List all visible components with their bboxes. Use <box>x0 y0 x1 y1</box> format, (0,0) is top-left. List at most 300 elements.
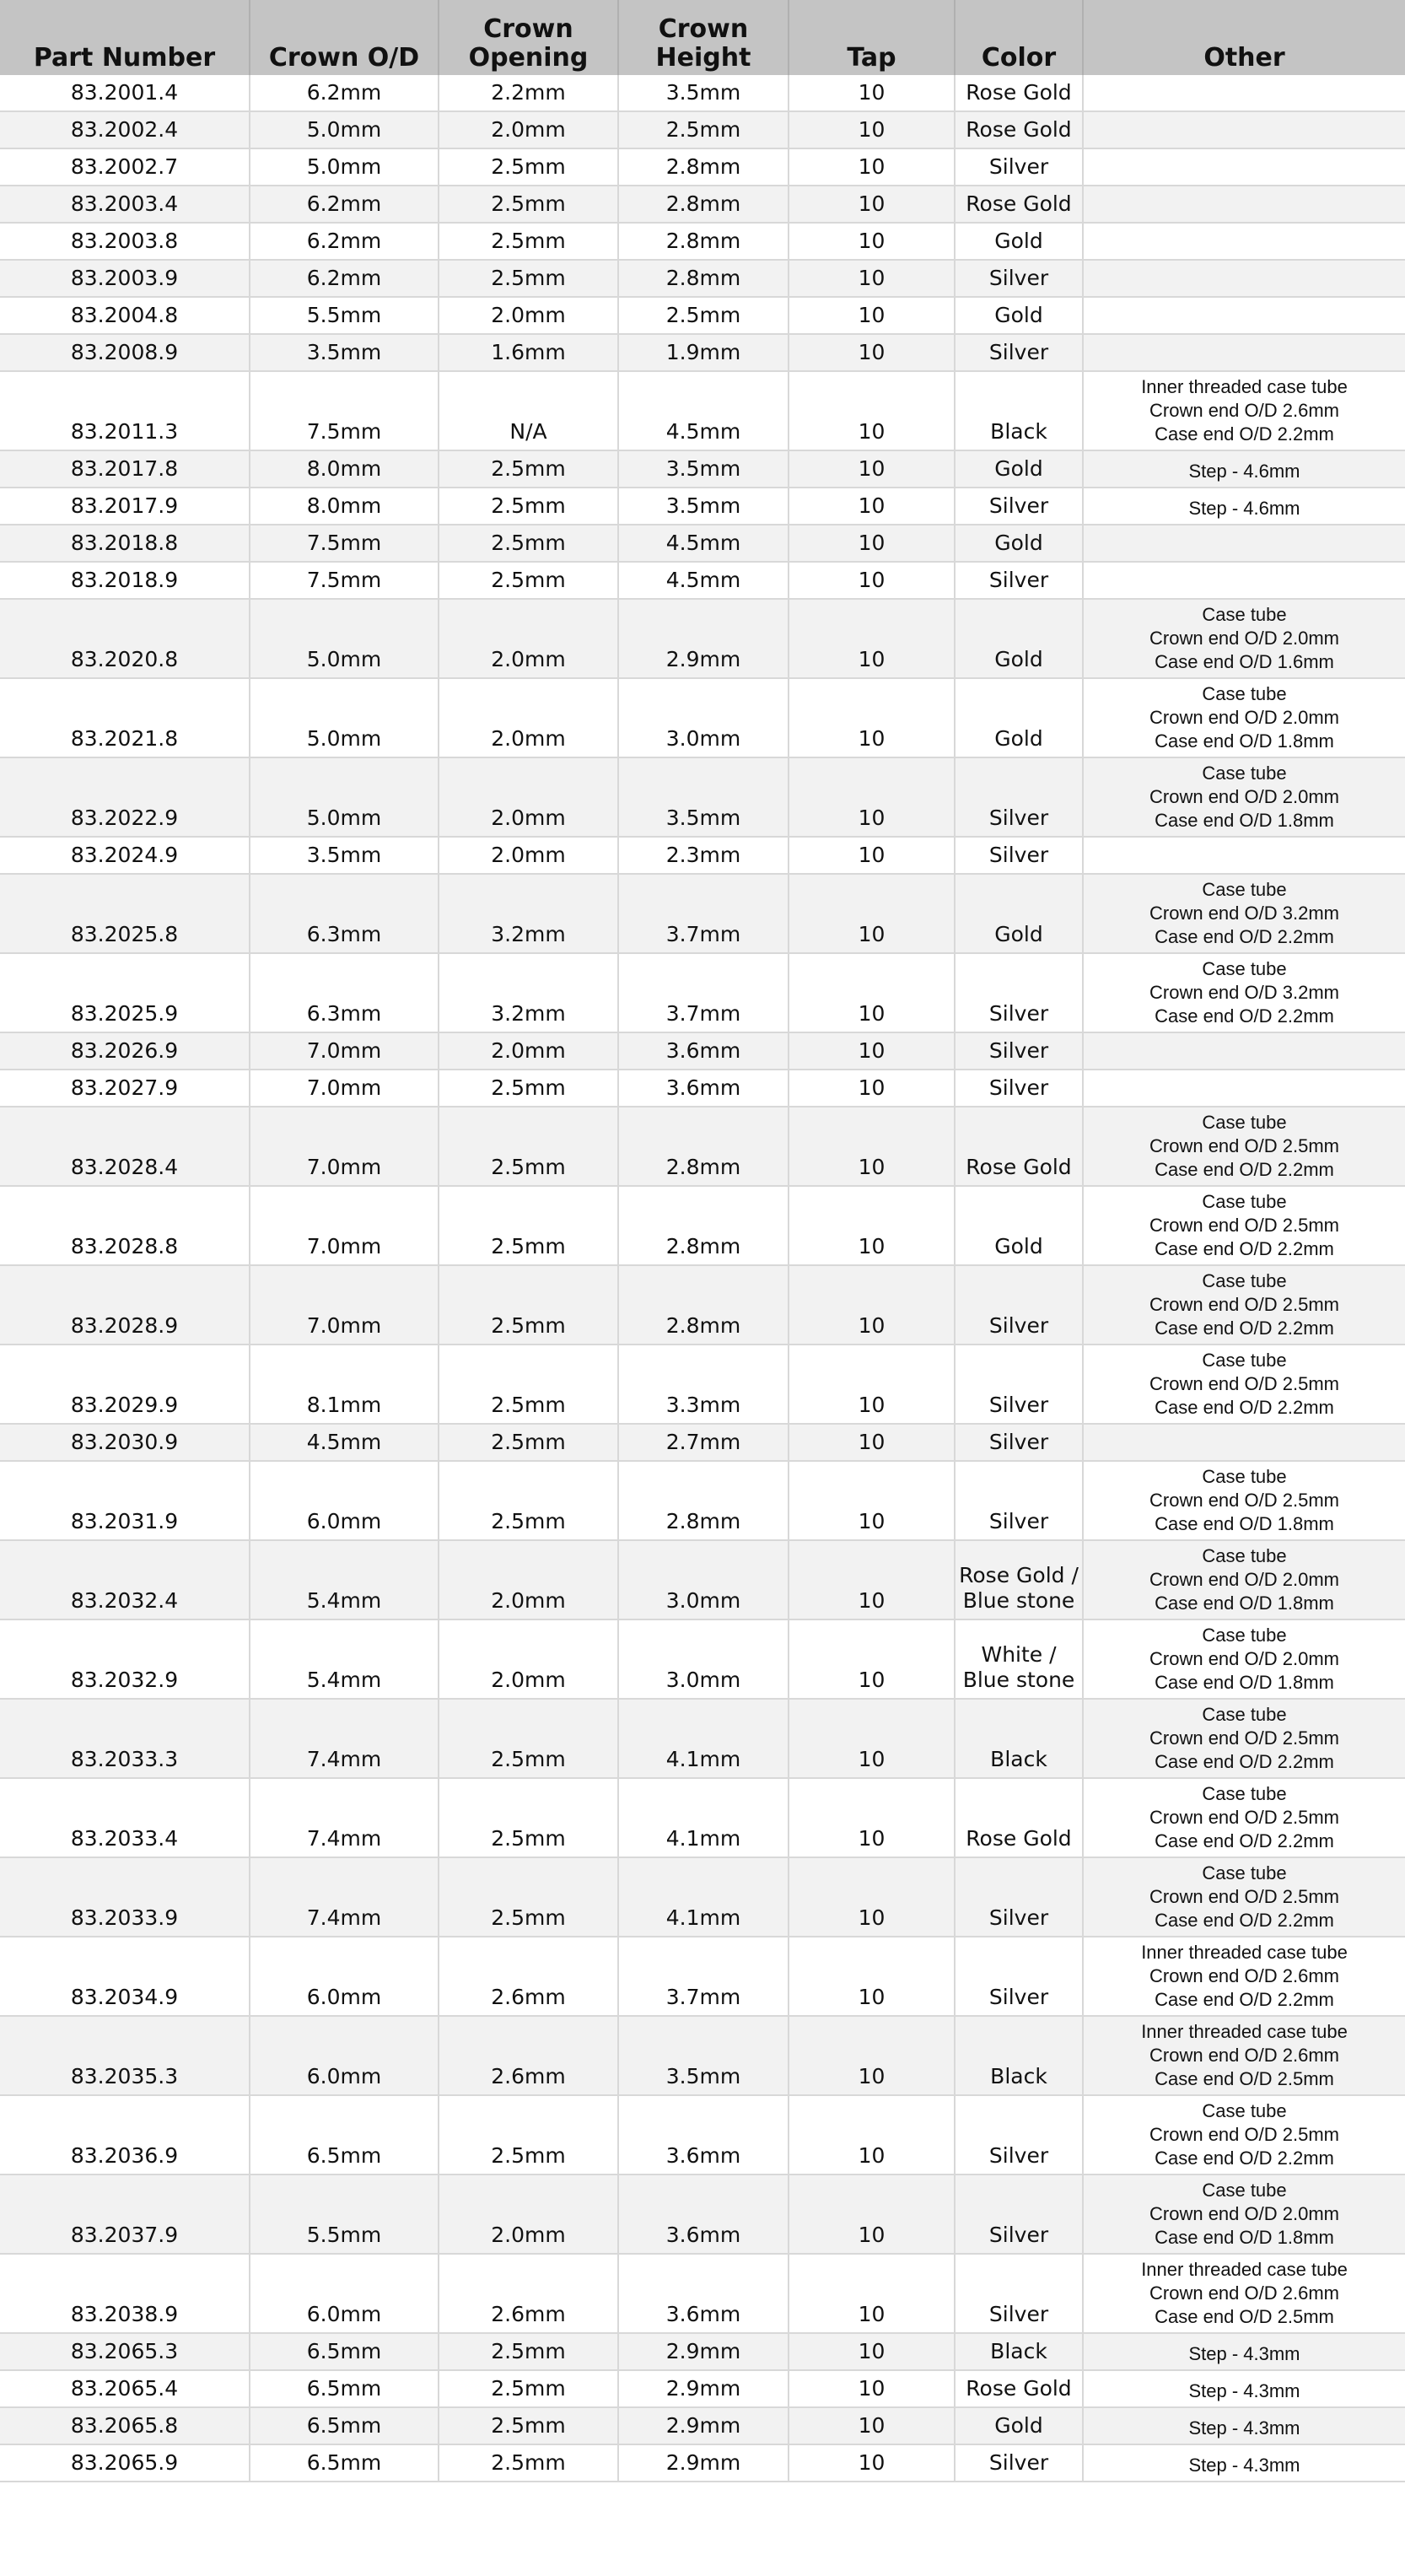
cell-crown-opening: 2.0mm <box>439 111 618 148</box>
table-row <box>0 148 1405 186</box>
table-row <box>0 260 1405 297</box>
cell-part-number: 83.2065.4 <box>0 2370 250 2407</box>
cell-part-number: 83.2025.8 <box>0 874 250 953</box>
table-row <box>0 1857 1405 1937</box>
cell-other <box>1083 334 1405 371</box>
cell-crown-height: 4.5mm <box>618 371 789 450</box>
cell-part-number: 83.2038.9 <box>0 2254 250 2333</box>
cell-crown-od: 6.2mm <box>250 223 439 260</box>
cell-crown-opening: N/A <box>439 371 618 450</box>
cell-crown-height: 3.0mm <box>618 678 789 757</box>
cell-crown-opening: 2.6mm <box>439 2016 618 2095</box>
cell-color: Black <box>955 371 1083 450</box>
cell-crown-height: 3.5mm <box>618 75 789 111</box>
cell-crown-od: 6.0mm <box>250 1461 439 1540</box>
cell-other: Case tube Crown end O/D 2.0mm Case end O/D 1.8mm <box>1083 1619 1405 1699</box>
cell-crown-height: 4.5mm <box>618 562 789 599</box>
cell-color: Gold <box>955 450 1083 488</box>
cell-crown-height: 2.9mm <box>618 2444 789 2482</box>
cell-tap: 10 <box>789 1424 955 1461</box>
cell-tap: 10 <box>789 450 955 488</box>
table-row <box>0 1461 1405 1540</box>
cell-crown-od: 6.2mm <box>250 75 439 111</box>
cell-part-number: 83.2028.8 <box>0 1186 250 1265</box>
cell-crown-opening: 2.5mm <box>439 1186 618 1265</box>
table-row <box>0 2370 1405 2407</box>
table-row <box>0 599 1405 678</box>
cell-crown-od: 7.4mm <box>250 1699 439 1778</box>
table-row <box>0 334 1405 371</box>
cell-part-number: 83.2003.9 <box>0 260 250 297</box>
cell-part-number: 83.2030.9 <box>0 1424 250 1461</box>
cell-tap: 10 <box>789 678 955 757</box>
cell-crown-od: 5.0mm <box>250 599 439 678</box>
cell-crown-opening: 2.5mm <box>439 2095 618 2175</box>
cell-other <box>1083 148 1405 186</box>
cell-crown-height: 3.6mm <box>618 1032 789 1070</box>
table-row <box>0 1619 1405 1699</box>
cell-crown-opening: 2.6mm <box>439 1937 618 2016</box>
table-row <box>0 525 1405 562</box>
cell-tap: 10 <box>789 525 955 562</box>
cell-part-number: 83.2004.8 <box>0 297 250 334</box>
cell-other <box>1083 223 1405 260</box>
cell-part-number: 83.2026.9 <box>0 1032 250 1070</box>
cell-part-number: 83.2025.9 <box>0 953 250 1032</box>
cell-color: Silver <box>955 1937 1083 2016</box>
table-row <box>0 1107 1405 1186</box>
cell-tap: 10 <box>789 75 955 111</box>
cell-color: Black <box>955 1699 1083 1778</box>
cell-crown-od: 6.3mm <box>250 953 439 1032</box>
cell-part-number: 83.2033.9 <box>0 1857 250 1937</box>
cell-crown-opening: 2.5mm <box>439 1857 618 1937</box>
cell-crown-height: 3.5mm <box>618 2016 789 2095</box>
cell-crown-opening: 2.0mm <box>439 678 618 757</box>
cell-other: Case tube Crown end O/D 2.5mm Case end O/D 2.2mm <box>1083 1699 1405 1778</box>
cell-tap: 10 <box>789 1461 955 1540</box>
cell-other: Case tube Crown end O/D 2.0mm Case end O/D 1.8mm <box>1083 2175 1405 2254</box>
cell-color: Silver <box>955 148 1083 186</box>
cell-tap: 10 <box>789 2254 955 2333</box>
cell-tap: 10 <box>789 2370 955 2407</box>
cell-other <box>1083 75 1405 111</box>
cell-part-number: 83.2024.9 <box>0 837 250 874</box>
cell-tap: 10 <box>789 1540 955 1619</box>
cell-part-number: 83.2011.3 <box>0 371 250 450</box>
cell-part-number: 83.2003.8 <box>0 223 250 260</box>
table-row <box>0 186 1405 223</box>
cell-other <box>1083 562 1405 599</box>
table-row <box>0 1699 1405 1778</box>
table-row <box>0 2175 1405 2254</box>
cell-crown-od: 7.4mm <box>250 1778 439 1857</box>
table-row <box>0 1032 1405 1070</box>
cell-color: Silver <box>955 953 1083 1032</box>
cell-tap: 10 <box>789 488 955 525</box>
table-row <box>0 1937 1405 2016</box>
cell-tap: 10 <box>789 757 955 837</box>
cell-crown-od: 6.0mm <box>250 2254 439 2333</box>
cell-part-number: 83.2021.8 <box>0 678 250 757</box>
cell-other: Step - 4.3mm <box>1083 2370 1405 2407</box>
table-row <box>0 1778 1405 1857</box>
cell-tap: 10 <box>789 1937 955 2016</box>
table-row <box>0 2095 1405 2175</box>
cell-crown-opening: 2.0mm <box>439 837 618 874</box>
cell-crown-height: 2.8mm <box>618 148 789 186</box>
cell-color: Silver <box>955 562 1083 599</box>
cell-crown-od: 5.5mm <box>250 2175 439 2254</box>
cell-part-number: 83.2008.9 <box>0 334 250 371</box>
cell-other: Case tube Crown end O/D 3.2mm Case end O/D 2.2mm <box>1083 874 1405 953</box>
cell-crown-opening: 2.5mm <box>439 186 618 223</box>
cell-other <box>1083 1424 1405 1461</box>
cell-crown-height: 2.9mm <box>618 2370 789 2407</box>
table-row <box>0 75 1405 111</box>
cell-crown-height: 3.0mm <box>618 1619 789 1699</box>
cell-crown-height: 2.8mm <box>618 186 789 223</box>
cell-tap: 10 <box>789 371 955 450</box>
table-row <box>0 874 1405 953</box>
cell-tap: 10 <box>789 2444 955 2482</box>
cell-crown-opening: 2.5mm <box>439 223 618 260</box>
cell-crown-od: 7.0mm <box>250 1107 439 1186</box>
cell-crown-opening: 2.0mm <box>439 1540 618 1619</box>
cell-tap: 10 <box>789 1265 955 1345</box>
cell-crown-opening: 2.5mm <box>439 1265 618 1345</box>
cell-crown-od: 6.5mm <box>250 2333 439 2370</box>
cell-crown-opening: 2.5mm <box>439 148 618 186</box>
cell-color: Silver <box>955 1424 1083 1461</box>
cell-part-number: 83.2065.9 <box>0 2444 250 2482</box>
cell-tap: 10 <box>789 260 955 297</box>
cell-other: Inner threaded case tube Crown end O/D 2.6mm Case end O/D 2.2mm <box>1083 1937 1405 2016</box>
cell-part-number: 83.2065.3 <box>0 2333 250 2370</box>
cell-tap: 10 <box>789 334 955 371</box>
cell-color: Silver <box>955 1461 1083 1540</box>
cell-crown-height: 3.3mm <box>618 1345 789 1424</box>
cell-other: Inner threaded case tube Crown end O/D 2.6mm Case end O/D 2.5mm <box>1083 2016 1405 2095</box>
table-row <box>0 562 1405 599</box>
cell-crown-opening: 3.2mm <box>439 874 618 953</box>
cell-tap: 10 <box>789 874 955 953</box>
cell-other: Case tube Crown end O/D 2.0mm Case end O/D 1.8mm <box>1083 678 1405 757</box>
cell-crown-height: 2.8mm <box>618 1461 789 1540</box>
cell-crown-od: 6.5mm <box>250 2370 439 2407</box>
cell-crown-opening: 2.5mm <box>439 1107 618 1186</box>
cell-crown-opening: 2.5mm <box>439 562 618 599</box>
table-body <box>0 75 1405 2482</box>
cell-part-number: 83.2031.9 <box>0 1461 250 1540</box>
cell-tap: 10 <box>789 297 955 334</box>
cell-color: White / Blue stone <box>955 1619 1083 1699</box>
cell-crown-height: 3.7mm <box>618 953 789 1032</box>
cell-part-number: 83.2032.4 <box>0 1540 250 1619</box>
cell-other: Case tube Crown end O/D 2.0mm Case end O/D 1.6mm <box>1083 599 1405 678</box>
cell-crown-opening: 2.0mm <box>439 757 618 837</box>
cell-crown-height: 4.1mm <box>618 1778 789 1857</box>
header-crown-height: Crown Height <box>618 0 789 75</box>
header-crown-opening: Crown Opening <box>439 0 618 75</box>
cell-crown-height: 3.0mm <box>618 1540 789 1619</box>
cell-other <box>1083 525 1405 562</box>
table-row <box>0 1186 1405 1265</box>
cell-crown-od: 7.5mm <box>250 525 439 562</box>
cell-tap: 10 <box>789 1619 955 1699</box>
cell-tap: 10 <box>789 953 955 1032</box>
cell-crown-od: 6.0mm <box>250 1937 439 2016</box>
cell-color: Silver <box>955 260 1083 297</box>
table-row <box>0 2016 1405 2095</box>
cell-crown-height: 3.7mm <box>618 1937 789 2016</box>
cell-crown-height: 2.5mm <box>618 297 789 334</box>
table-row <box>0 111 1405 148</box>
cell-tap: 10 <box>789 111 955 148</box>
cell-other: Step - 4.3mm <box>1083 2444 1405 2482</box>
cell-color: Silver <box>955 1345 1083 1424</box>
cell-crown-height: 4.5mm <box>618 525 789 562</box>
cell-part-number: 83.2027.9 <box>0 1070 250 1107</box>
cell-other <box>1083 260 1405 297</box>
cell-crown-od: 5.4mm <box>250 1540 439 1619</box>
cell-tap: 10 <box>789 1857 955 1937</box>
cell-tap: 10 <box>789 223 955 260</box>
cell-crown-od: 6.0mm <box>250 2016 439 2095</box>
cell-color: Gold <box>955 678 1083 757</box>
header-other: Other <box>1083 0 1405 75</box>
cell-part-number: 83.2032.9 <box>0 1619 250 1699</box>
header-part-number: Part Number <box>0 0 250 75</box>
cell-crown-od: 5.5mm <box>250 297 439 334</box>
cell-crown-height: 1.9mm <box>618 334 789 371</box>
cell-part-number: 83.2036.9 <box>0 2095 250 2175</box>
cell-tap: 10 <box>789 1032 955 1070</box>
cell-crown-od: 5.0mm <box>250 111 439 148</box>
cell-tap: 10 <box>789 1778 955 1857</box>
cell-other: Case tube Crown end O/D 2.5mm Case end O/D 2.2mm <box>1083 1345 1405 1424</box>
cell-crown-od: 5.0mm <box>250 678 439 757</box>
cell-crown-od: 8.0mm <box>250 450 439 488</box>
table-row <box>0 837 1405 874</box>
cell-other: Inner threaded case tube Crown end O/D 2.6mm Case end O/D 2.5mm <box>1083 2254 1405 2333</box>
cell-part-number: 83.2033.3 <box>0 1699 250 1778</box>
table-row <box>0 488 1405 525</box>
cell-crown-opening: 2.5mm <box>439 1778 618 1857</box>
cell-part-number: 83.2020.8 <box>0 599 250 678</box>
cell-crown-height: 3.6mm <box>618 2175 789 2254</box>
cell-other: Case tube Crown end O/D 2.0mm Case end O/D 1.8mm <box>1083 1540 1405 1619</box>
table-row <box>0 2333 1405 2370</box>
cell-tap: 10 <box>789 2016 955 2095</box>
cell-part-number: 83.2029.9 <box>0 1345 250 1424</box>
cell-color: Gold <box>955 1186 1083 1265</box>
cell-color: Gold <box>955 874 1083 953</box>
cell-color: Silver <box>955 2254 1083 2333</box>
cell-crown-od: 5.0mm <box>250 757 439 837</box>
cell-crown-height: 4.1mm <box>618 1857 789 1937</box>
cell-crown-opening: 2.5mm <box>439 260 618 297</box>
cell-crown-od: 6.5mm <box>250 2444 439 2482</box>
cell-other: Step - 4.6mm <box>1083 488 1405 525</box>
cell-color: Rose Gold <box>955 1107 1083 1186</box>
cell-color: Silver <box>955 2444 1083 2482</box>
cell-crown-od: 6.3mm <box>250 874 439 953</box>
cell-crown-od: 7.0mm <box>250 1186 439 1265</box>
cell-crown-od: 7.0mm <box>250 1265 439 1345</box>
cell-crown-height: 3.7mm <box>618 874 789 953</box>
cell-crown-height: 2.9mm <box>618 599 789 678</box>
cell-part-number: 83.2018.8 <box>0 525 250 562</box>
header-crown-od: Crown O/D <box>250 0 439 75</box>
cell-other: Case tube Crown end O/D 3.2mm Case end O/D 2.2mm <box>1083 953 1405 1032</box>
cell-other <box>1083 837 1405 874</box>
cell-tap: 10 <box>789 148 955 186</box>
cell-other: Step - 4.3mm <box>1083 2333 1405 2370</box>
cell-crown-od: 7.5mm <box>250 371 439 450</box>
cell-tap: 10 <box>789 2333 955 2370</box>
cell-tap: 10 <box>789 2407 955 2444</box>
cell-other <box>1083 1032 1405 1070</box>
table-row <box>0 371 1405 450</box>
cell-tap: 10 <box>789 1699 955 1778</box>
cell-crown-height: 2.5mm <box>618 111 789 148</box>
cell-part-number: 83.2037.9 <box>0 2175 250 2254</box>
cell-part-number: 83.2034.9 <box>0 1937 250 2016</box>
cell-crown-od: 3.5mm <box>250 334 439 371</box>
cell-color: Silver <box>955 2175 1083 2254</box>
cell-other <box>1083 111 1405 148</box>
cell-color: Gold <box>955 223 1083 260</box>
cell-crown-od: 8.1mm <box>250 1345 439 1424</box>
cell-part-number: 83.2001.4 <box>0 75 250 111</box>
cell-other: Case tube Crown end O/D 2.5mm Case end O/D 1.8mm <box>1083 1461 1405 1540</box>
cell-part-number: 83.2028.9 <box>0 1265 250 1345</box>
cell-crown-opening: 2.5mm <box>439 488 618 525</box>
cell-crown-opening: 2.5mm <box>439 2407 618 2444</box>
cell-tap: 10 <box>789 837 955 874</box>
cell-other: Case tube Crown end O/D 2.5mm Case end O/D 2.2mm <box>1083 1857 1405 1937</box>
cell-tap: 10 <box>789 1186 955 1265</box>
cell-part-number: 83.2017.8 <box>0 450 250 488</box>
cell-other: Case tube Crown end O/D 2.5mm Case end O/D 2.2mm <box>1083 1265 1405 1345</box>
cell-crown-od: 6.5mm <box>250 2095 439 2175</box>
cell-crown-od: 8.0mm <box>250 488 439 525</box>
cell-part-number: 83.2022.9 <box>0 757 250 837</box>
cell-crown-opening: 2.5mm <box>439 1345 618 1424</box>
cell-crown-opening: 2.0mm <box>439 1619 618 1699</box>
cell-other: Case tube Crown end O/D 2.0mm Case end O/D 1.8mm <box>1083 757 1405 837</box>
cell-part-number: 83.2003.4 <box>0 186 250 223</box>
cell-part-number: 83.2065.8 <box>0 2407 250 2444</box>
cell-crown-od: 6.2mm <box>250 260 439 297</box>
cell-other: Step - 4.6mm <box>1083 450 1405 488</box>
header-row <box>0 0 1405 75</box>
cell-tap: 10 <box>789 1070 955 1107</box>
cell-part-number: 83.2002.4 <box>0 111 250 148</box>
cell-crown-opening: 2.5mm <box>439 1461 618 1540</box>
cell-crown-height: 2.7mm <box>618 1424 789 1461</box>
table-row <box>0 450 1405 488</box>
cell-crown-opening: 2.0mm <box>439 297 618 334</box>
cell-color: Silver <box>955 1032 1083 1070</box>
cell-crown-opening: 1.6mm <box>439 334 618 371</box>
cell-tap: 10 <box>789 1107 955 1186</box>
cell-color: Silver <box>955 1857 1083 1937</box>
cell-color: Silver <box>955 837 1083 874</box>
cell-crown-height: 2.8mm <box>618 260 789 297</box>
cell-crown-od: 6.5mm <box>250 2407 439 2444</box>
cell-crown-height: 3.5mm <box>618 757 789 837</box>
cell-crown-height: 2.8mm <box>618 1265 789 1345</box>
table-row <box>0 678 1405 757</box>
table-row <box>0 2254 1405 2333</box>
cell-crown-opening: 2.5mm <box>439 1424 618 1461</box>
table-row <box>0 223 1405 260</box>
cell-tap: 10 <box>789 2175 955 2254</box>
cell-crown-opening: 2.5mm <box>439 450 618 488</box>
cell-crown-height: 3.6mm <box>618 1070 789 1107</box>
cell-crown-od: 7.0mm <box>250 1070 439 1107</box>
cell-part-number: 83.2017.9 <box>0 488 250 525</box>
cell-other: Case tube Crown end O/D 2.5mm Case end O/D 2.2mm <box>1083 2095 1405 2175</box>
cell-crown-height: 2.9mm <box>618 2333 789 2370</box>
cell-color: Rose Gold <box>955 1778 1083 1857</box>
cell-color: Rose Gold <box>955 75 1083 111</box>
cell-crown-height: 2.9mm <box>618 2407 789 2444</box>
cell-color: Rose Gold <box>955 186 1083 223</box>
table-row <box>0 1424 1405 1461</box>
cell-tap: 10 <box>789 2095 955 2175</box>
cell-other: Case tube Crown end O/D 2.5mm Case end O/D 2.2mm <box>1083 1186 1405 1265</box>
cell-crown-od: 6.2mm <box>250 186 439 223</box>
cell-color: Silver <box>955 2095 1083 2175</box>
cell-color: Gold <box>955 525 1083 562</box>
table-row <box>0 1265 1405 1345</box>
cell-part-number: 83.2035.3 <box>0 2016 250 2095</box>
cell-crown-opening: 2.6mm <box>439 2254 618 2333</box>
cell-crown-height: 2.8mm <box>618 223 789 260</box>
table-row <box>0 757 1405 837</box>
cell-color: Gold <box>955 599 1083 678</box>
cell-other: Step - 4.3mm <box>1083 2407 1405 2444</box>
cell-color: Silver <box>955 757 1083 837</box>
cell-color: Silver <box>955 1070 1083 1107</box>
cell-crown-opening: 2.5mm <box>439 525 618 562</box>
cell-crown-od: 5.0mm <box>250 148 439 186</box>
cell-other: Case tube Crown end O/D 2.5mm Case end O/D 2.2mm <box>1083 1107 1405 1186</box>
cell-crown-opening: 2.2mm <box>439 75 618 111</box>
cell-crown-opening: 2.5mm <box>439 1070 618 1107</box>
cell-crown-height: 3.5mm <box>618 488 789 525</box>
cell-crown-height: 3.5mm <box>618 450 789 488</box>
cell-crown-height: 2.8mm <box>618 1107 789 1186</box>
cell-tap: 10 <box>789 599 955 678</box>
cell-tap: 10 <box>789 562 955 599</box>
cell-color: Silver <box>955 488 1083 525</box>
cell-color: Rose Gold <box>955 2370 1083 2407</box>
cell-crown-od: 4.5mm <box>250 1424 439 1461</box>
cell-other: Inner threaded case tube Crown end O/D 2.6mm Case end O/D 2.2mm <box>1083 371 1405 450</box>
cell-part-number: 83.2018.9 <box>0 562 250 599</box>
cell-color: Gold <box>955 297 1083 334</box>
cell-crown-od: 7.4mm <box>250 1857 439 1937</box>
cell-crown-opening: 2.0mm <box>439 2175 618 2254</box>
cell-crown-height: 2.8mm <box>618 1186 789 1265</box>
cell-color: Silver <box>955 1265 1083 1345</box>
table-row <box>0 1540 1405 1619</box>
cell-crown-opening: 2.0mm <box>439 1032 618 1070</box>
